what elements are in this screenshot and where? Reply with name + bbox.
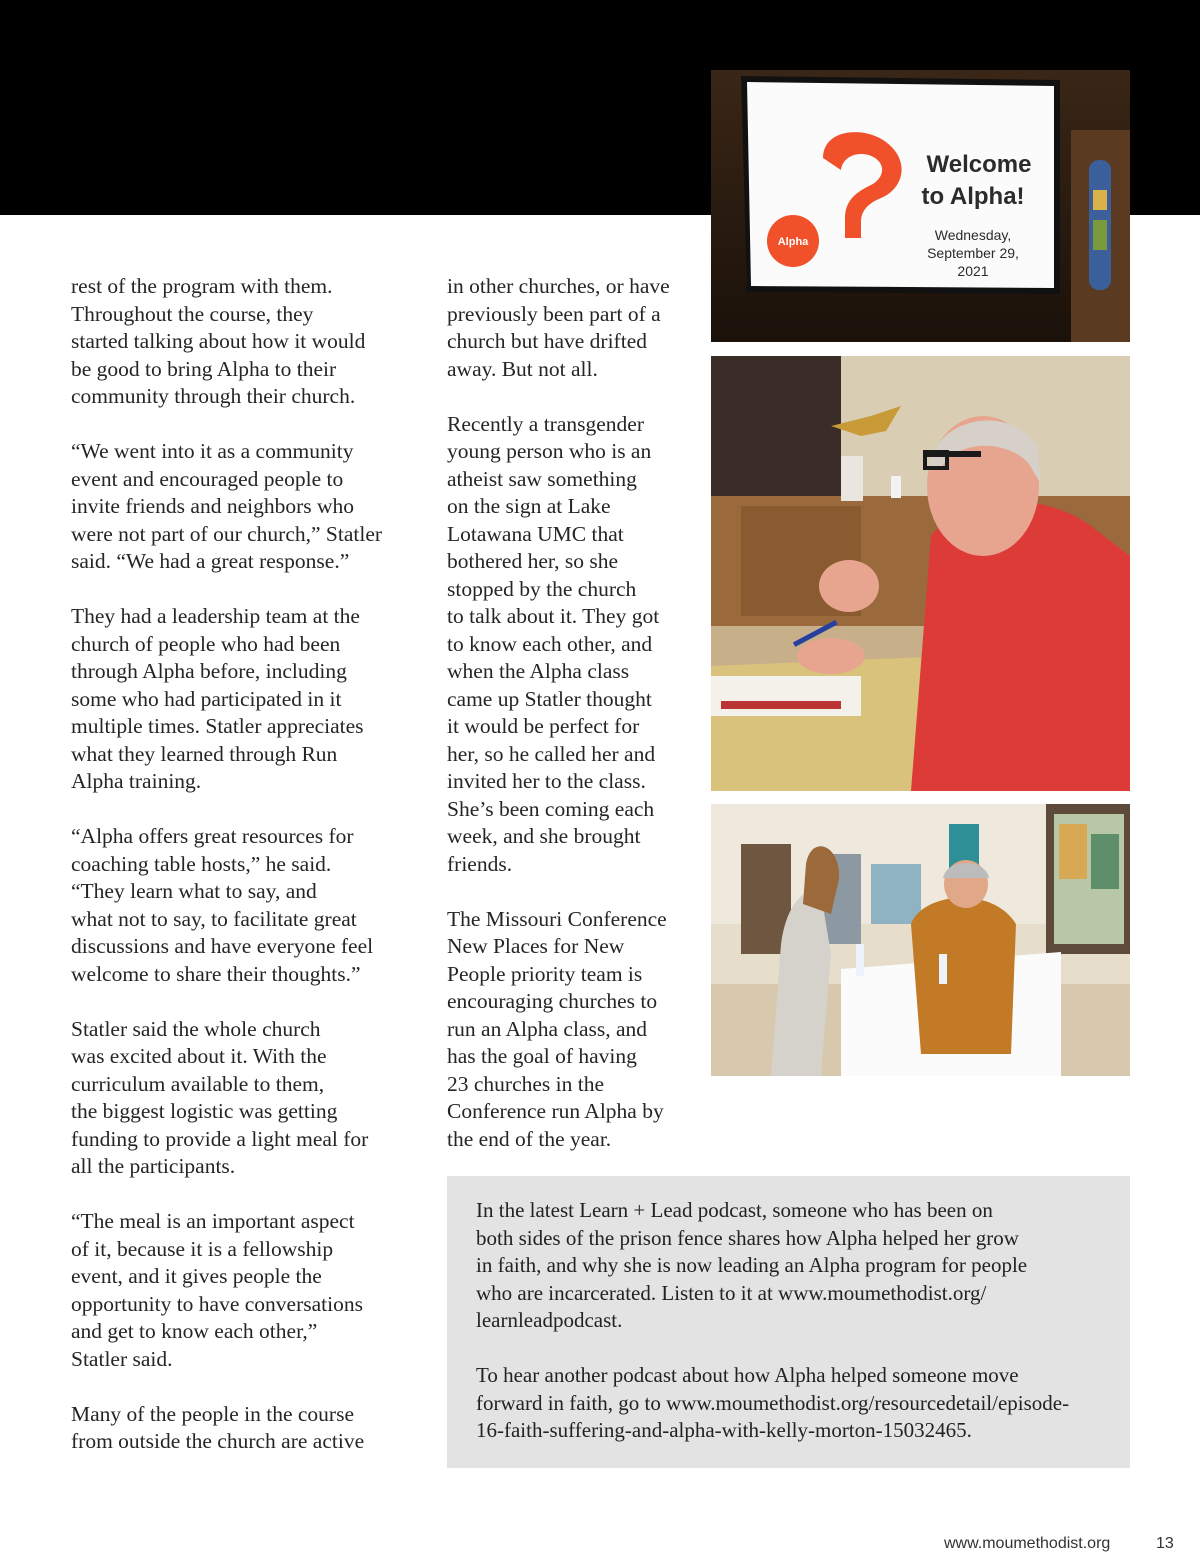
photo-sign-in-table <box>711 804 1130 1076</box>
paragraph: The Missouri Conference New Places for New People priority team is encouraging churches to run an Alpha class, and has the goal of having 23 churches in the Conference run Alpha by the end of the year. <box>447 906 667 1151</box>
paragraph: They had a leadership team at the church of people who had been through Alpha before, including some who had participated in it multiple times. Statler appreciates what they learned through Run Alpha training. <box>71 604 364 793</box>
screen-title-line1: Welcome <box>926 151 1032 178</box>
paragraph: rest of the program with them. Throughout the course, they started talking about how it would be good to bring Alpha to their community through their church. <box>71 274 366 408</box>
podcast-sidebar <box>447 1176 1130 1468</box>
photo-man-at-table <box>711 356 1130 791</box>
sidebar-paragraph-2: To hear another podcast about how Alpha helped someone move forward in faith, go to www.moumethodist.org/resourcedetail/episode- 16-faith-suffering-and-alpha-with-kelly-morton-15032465. <box>476 1363 1070 1442</box>
paragraph: Statler said the whole church was excited about it. With the curriculum available to them, the biggest logistic was getting funding to provide a light meal for all the participants. <box>71 1016 369 1178</box>
footer-website: www.moumethodist.org <box>944 1535 1111 1552</box>
article-column-2 <box>447 273 687 1181</box>
paragraph: “The meal is an important aspect of it, because it is a fellowship event, and it gives people the opportunity to have conversations and get to know each other,” Statler said. <box>71 1209 363 1371</box>
screen-date-line1: Wednesday, <box>934 227 1012 243</box>
screen-title-line2: to Alpha! <box>921 183 1025 210</box>
paragraph: Recently a transgender young person who is an atheist saw something on the sign at Lake Lotawana UMC that bothered her, so she stopped by the church to talk about it. They got to know each other, and when the Alpha class came up Statler thought it would be perfect for her, so he called her and invited her to the class. She’s been coming each week, and she brought friends. <box>447 411 660 876</box>
photo-welcome-screen <box>711 70 1130 342</box>
article-column-1 <box>71 273 391 1483</box>
screen-date-line3: 2021 <box>957 263 989 279</box>
paragraph: in other churches, or have previously been part of a church but have drifted away. But not all. <box>447 274 670 381</box>
paragraph: “Alpha offers great resources for coaching table hosts,” he said. “They learn what to say, and what not to say, to facilitate great discussions and have everyone feel welcome to share their thoughts.” <box>71 824 374 986</box>
page-number: 13 <box>1156 1535 1174 1552</box>
paragraph: Many of the people in the course from outside the church are active <box>71 1401 365 1453</box>
screen-date-line2: September 29, <box>927 245 1019 261</box>
paragraph: “We went into it as a community event and encouraged people to invite friends and neighbors who were not part of our church,” Statler said. “We had a great response.” <box>71 439 383 573</box>
sidebar-paragraph-1: In the latest Learn + Lead podcast, someone who has been on both sides of the prison fence shares how Alpha helped her grow in faith, and why she is now leading an Alpha program for people who are incarcerated. Listen to it at www.moumethodist.org/ learnleadpodcast. <box>476 1198 1028 1332</box>
alpha-logo-text: Alpha <box>777 236 809 248</box>
